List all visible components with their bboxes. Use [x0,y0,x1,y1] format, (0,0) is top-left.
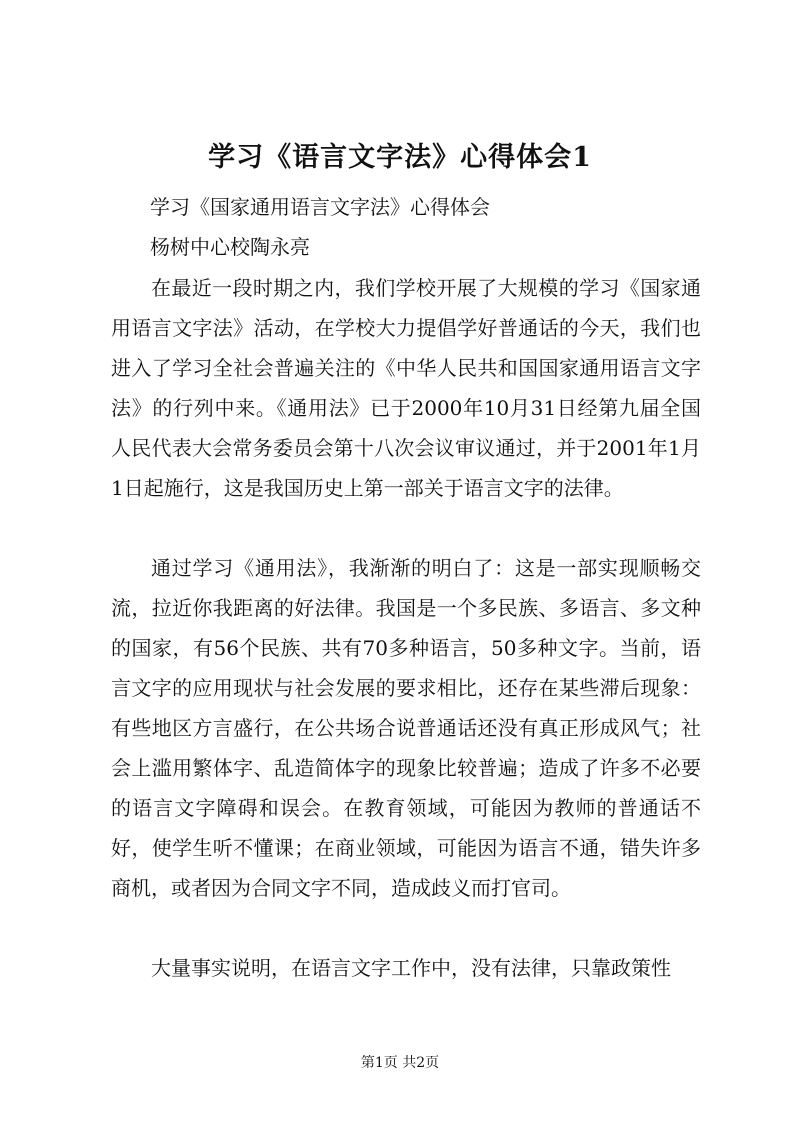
paragraph-3: 大量事实说明，在语言文字工作中，没有法律，只靠政策性 [151,956,671,980]
paragraph-2: 通过学习《通用法》，我渐渐的明白了：这是一部实现顺畅交流，拉近你我距离的好法律。我国是一个多民族、多语言、多文种的国家，有56个民族、共有70多种语言，50多种文字。当前，语言文字的应用现状与社会发展的要求相比，还存在某些滞后现象：有些地区方言盛行，在公共场合说普通话还没有真正形成风气；社会上滥用繁体字、乱造简体字的现象比较普遍；造成了许多不必要的语言文字障碍和误会。在教育领域，可能因为教师的普通话不好，使学生听不懂课；在商业领域，可能因为语言不通，错失许多商机，或者因为合同文字不同，造成歧义而打官司。 [111,556,701,900]
document-subtitle: 学习《国家通用语言文字法》心得体会 [150,195,490,219]
page-footer: 第1页 共2页 [360,1055,440,1071]
paragraph-1: 在最近一段时期之内，我们学校开展了大规模的学习《国家通用语言文字法》活动，在学校大力提倡学好普通话的今天，我们也进入了学习全社会普遍关注的《中华人民共和国国家通用语言文字法》的行列中来。《通用法》已于2000年10月31日经第九届全国人民代表大会常务委员会第十八次会议审议通过，并于2001年1月1日起施行，这是我国历史上第一部关于语言文字的法律。 [111,276,701,500]
author-line: 杨树中心校陶永亮 [150,235,310,259]
document-title: 学习《语言文字法》心得体会1 [208,142,592,173]
